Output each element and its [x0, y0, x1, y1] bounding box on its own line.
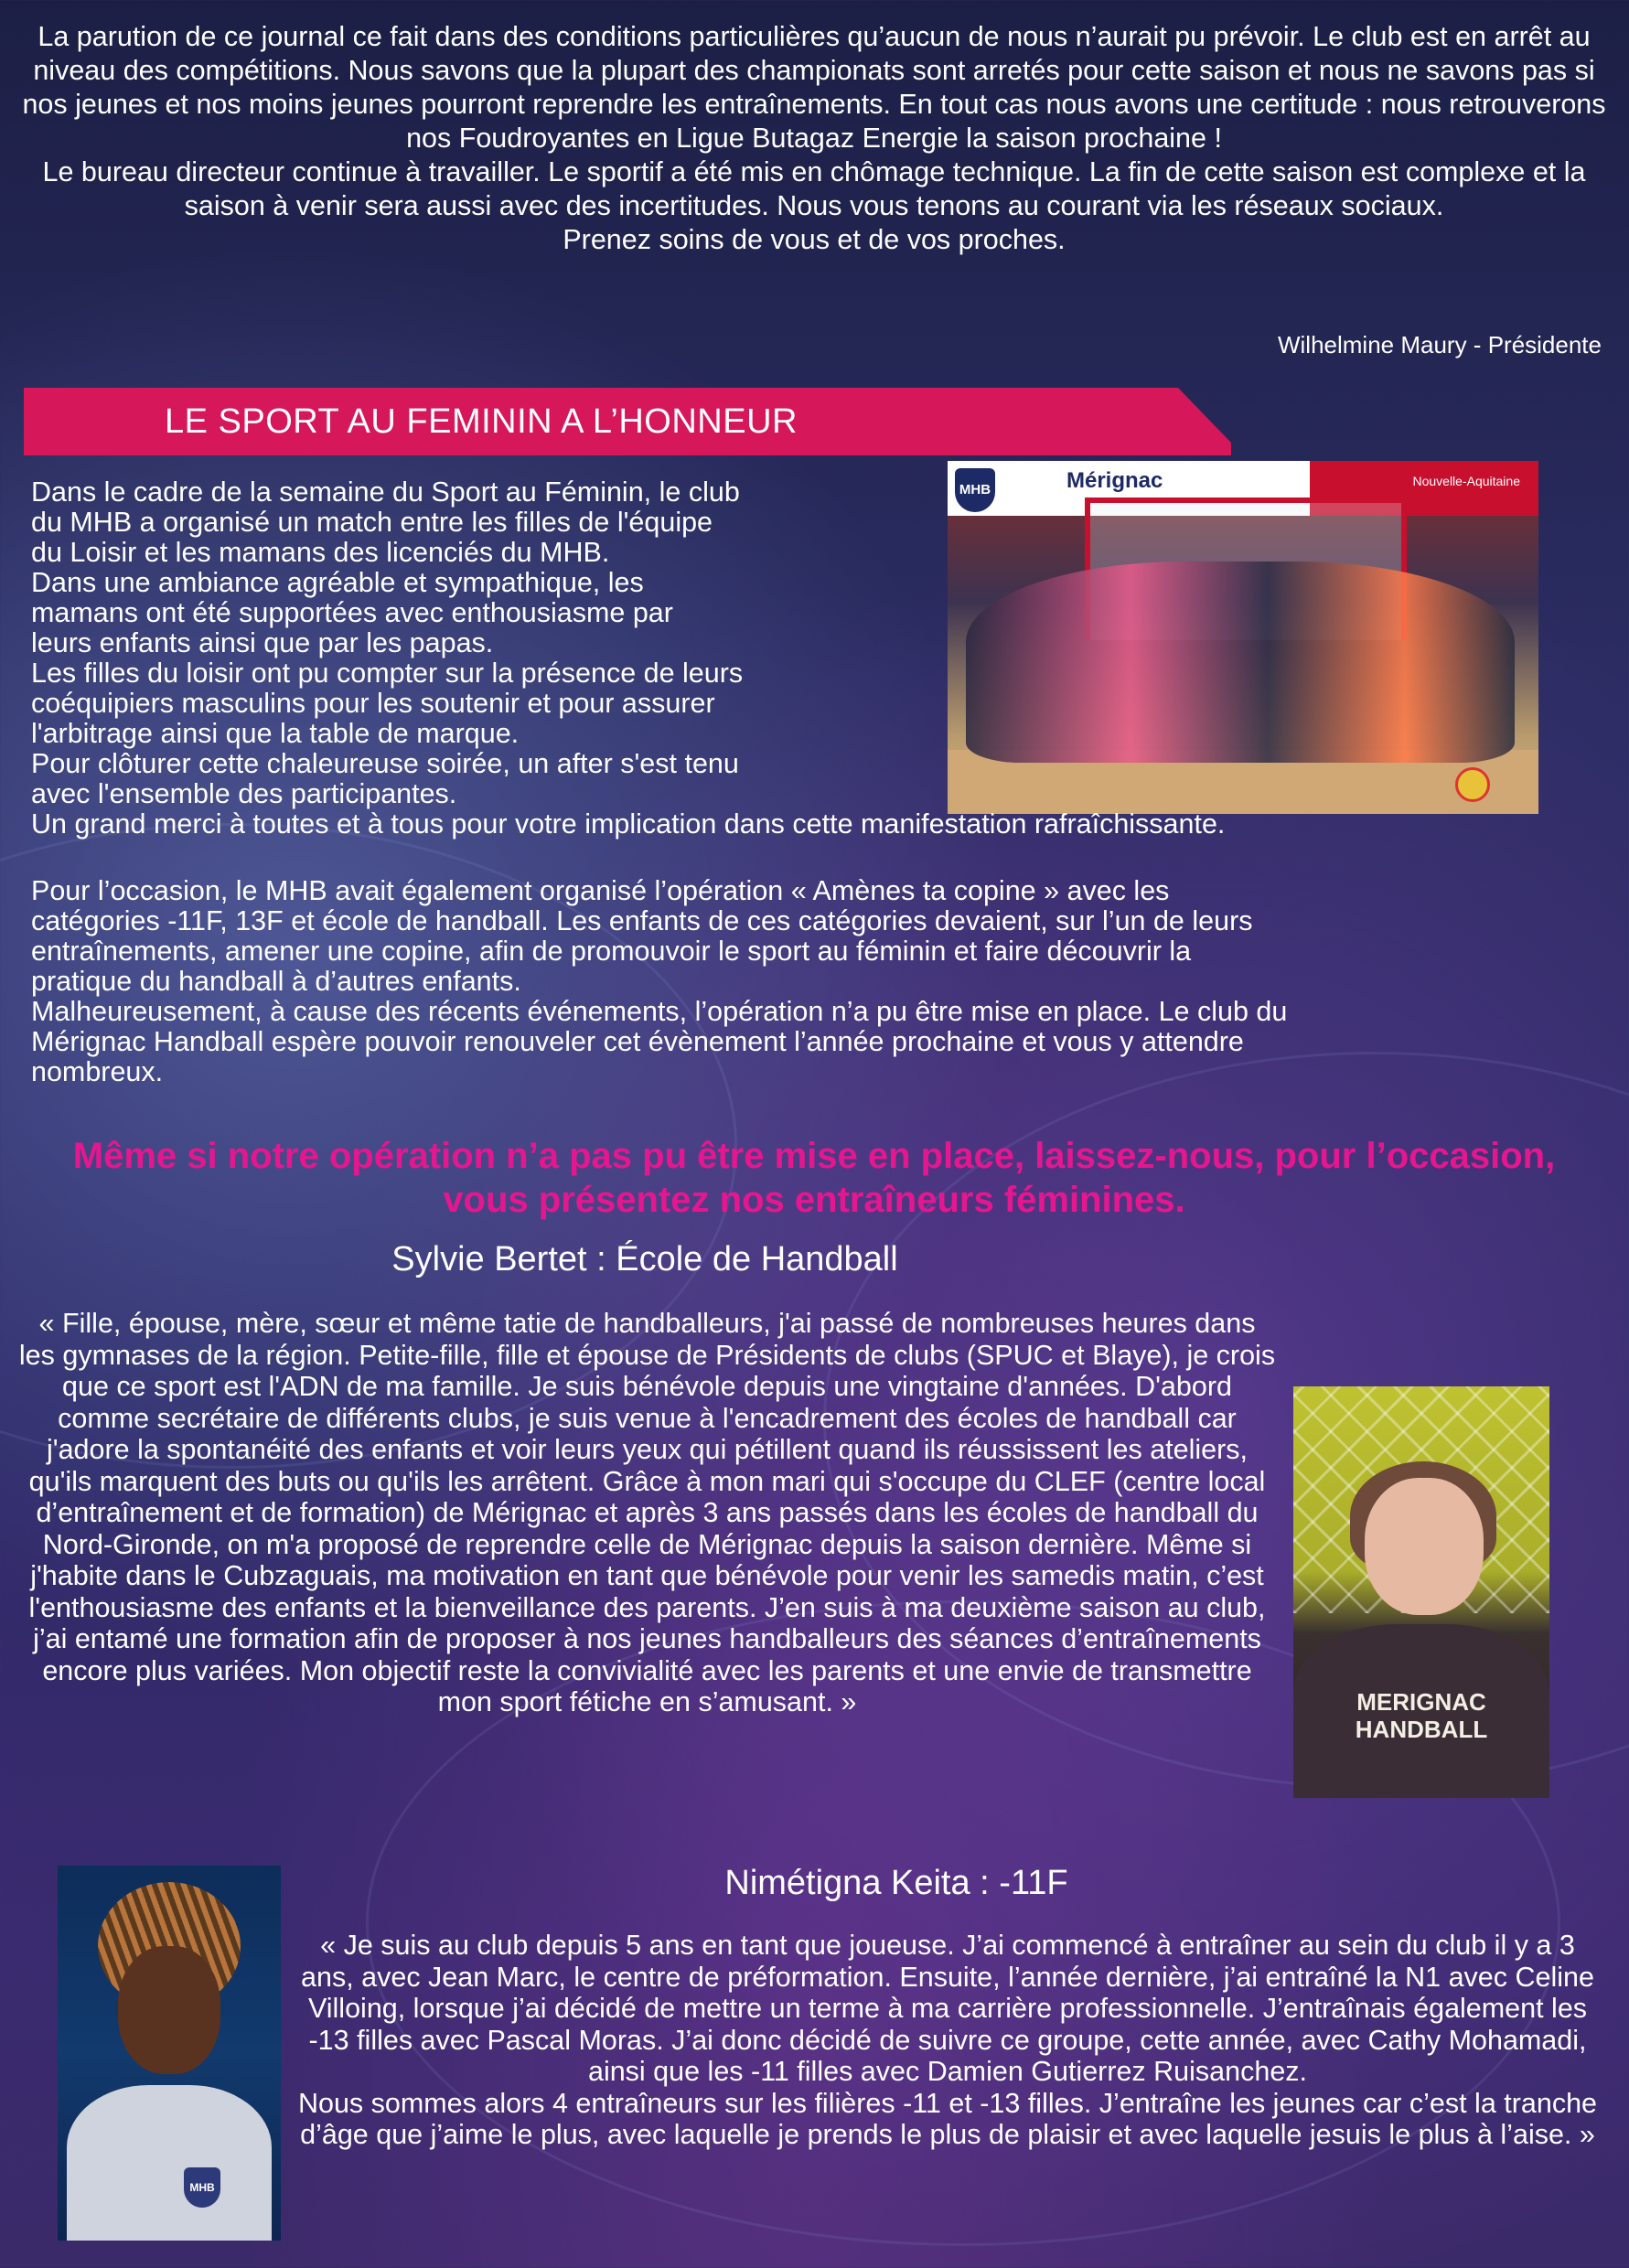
article-thanks: Un grand merci à toutes et à tous pour votre implication dans cette manifestation rafraîchissante.	[31, 808, 1226, 840]
intro-closing: Prenez soins de vous et de vos proches.	[563, 224, 1066, 255]
copine-operation-text	[31, 876, 1604, 1087]
article-line: coéquipiers masculins pour les soutenir et pour assurer	[31, 688, 715, 719]
coach-2-shirt	[67, 2085, 272, 2241]
coach-1-shirt-text	[1312, 1688, 1531, 1743]
article-line: leurs enfants ainsi que par les papas.	[31, 627, 494, 658]
copine-line: Mérignac Handball espère pouvoir renouveler cet évènement l’année prochaine et vous y attendre	[31, 1026, 1244, 1057]
coach-1-name: Sylvie Bertet : École de Handball	[391, 1240, 898, 1278]
coach-2-name: Nimétigna Keita : -11F	[724, 1864, 1068, 1902]
copine-line: pratique du handball à d’autres enfants.	[31, 966, 521, 997]
coach-2-face	[118, 1946, 220, 2074]
coach-2-quote-part-1: « Je suis au club depuis 5 ans en tant que joueuse. J’ai commencé à entraîner au sein du club il y a 3 ans, avec Jean Marc, le centre de préformation. Ensuite, l’année dernière, j’ai entraîné la N1 avec Celine Villoing, lorsque j’ai décidé de mettre un terme à ma carrière professionnelle. J’entraînais également les -13 filles avec Pascal Moras. J’ai donc décidé de suivre ce groupe, cette année, avec Cathy Mohamadi, ainsi que les -11 filles avec Damien Gutierrez Ruisanchez.	[301, 1930, 1594, 2087]
highlight-heading: Même si notre opération n’a pas pu être mise en place, laissez-nous, pour l’occasion, vous présentez nos entraîneurs féminines.	[72, 1136, 1556, 1220]
copine-line: nombreux.	[31, 1056, 164, 1087]
photo-region-text: Nouvelle-Aquitaine	[1412, 474, 1520, 488]
article-line: Les filles du loisir ont pu compter sur la présence de leurs	[31, 658, 744, 689]
article-line: Pour clôturer cette chaleureuse soirée, un after s'est tenu	[31, 748, 739, 779]
article-line: Dans une ambiance agréable et sympathique, les	[31, 567, 644, 598]
coach-1-quote: « Fille, épouse, mère, sœur et même tatie de handballeurs, j'ai passé de nombreuses heures dans les gymnases de la région. Petite-fille, fille et épouse de Présidents de clubs (SPUC et Blaye), je crois que ce sport est l'ADN de ma famille. Je suis bénévole depuis une vingtaine d'années. D'abord comme secrétaire de différents clubs, je suis venue à l'encadrement des écoles de handball car j'adore la spontanéité des enfants et voir leurs yeux qui pétillent quand ils réussissent les ateliers, qu'ils marquent des buts ou qu'ils les arrêtent. Grâce à mon mari qui s'occupe du CLEF (centre local d’entraînement et de formation) de Mérignac et après 3 ans passés dans les écoles de handball du Nord-Gironde, on m'a proposé de reprendre celle de Mérignac depuis la saison dernière. Même si j'habite dans le Cubzaguais, ma motivation en tant que bénévole pour venir les samedis matin, c’est l'enthousiasme des enfants et la bienveillance des parents. J’en suis à ma deuxième saison au club, j’ai entamé une formation afin de proposer à nos jeunes handballeurs des séances d’entraînements encore plus variées. Mon objectif reste la convivialité avec les parents et une envie de transmettre mon sport fétiche en s’amusant. »	[18, 1308, 1276, 1717]
article-line: du Loisir et les mamans des licenciés du MHB.	[31, 537, 610, 568]
section-banner	[24, 388, 1231, 455]
article-line: l'arbitrage ainsi que la table de marque.	[31, 718, 520, 749]
copine-line: entraînements, amener une copine, afin de promouvoir le sport au féminin et faire découvrir la	[31, 936, 1192, 967]
shirt-line-1: MERIGNAC	[1356, 1688, 1486, 1716]
group-of-players	[966, 562, 1515, 763]
article-line: Dans le cadre de la semaine du Sport au Féminin, le club	[31, 476, 740, 508]
article-line: du MHB a organisé un match entre les filles de l'équipe	[31, 507, 713, 538]
mhb-logo: MHB	[955, 468, 995, 512]
shirt-line-2: HANDBALL	[1355, 1716, 1488, 1743]
article-line: avec l'ensemble des participantes.	[31, 778, 457, 809]
coach-1-face	[1365, 1478, 1484, 1615]
coach-1-photo	[1293, 1386, 1549, 1798]
team-photo	[948, 461, 1538, 814]
article-text	[31, 477, 946, 809]
coach-2-quote	[291, 1930, 1604, 2151]
handball-ball	[1455, 767, 1490, 802]
intro-paragraph: La parution de ce journal ce fait dans des conditions particulières qu’aucun de nous n’aurait pu prévoir. Le club est en arrêt au niveau des compétitions. Nous savons que la plupart des championats sont arretés pour cette saison et nous ne savons pas si nos jeunes et nos moins jeunes pourront reprendre les entraînements. En tout cas nous avons une certitude : nous retrouverons nos Foudroyantes en Ligue Butagaz Energie la saison prochaine !	[22, 21, 1606, 154]
signature: Wilhelmine Maury - Présidente	[1277, 331, 1602, 358]
article-line: mamans ont été supportées avec enthousiasme par	[31, 597, 673, 628]
coach-2-quote-part-2: Nous sommes alors 4 entraîneurs sur les filières -11 et -13 filles. J’entraîne les jeunes car c’est la tranche d’âge que j’aime le plus, avec laquelle je prends le plus de plaisir et avec laquelle jesuis le plus à l’aise. »	[297, 2087, 1597, 2150]
copine-line: Malheureusement, à cause des récents événements, l’opération n’a pu être mise en place. Le club du	[31, 996, 1288, 1027]
coach-2-shirt-badge: MHB	[184, 2167, 220, 2208]
copine-line: catégories -11F, 13F et école de handball. Les enfants de ces catégories devaient, sur l’un de leurs	[31, 905, 1253, 936]
president-message	[18, 20, 1610, 257]
section-title: LE SPORT AU FEMININ A L’HONNEUR	[165, 402, 798, 441]
photo-brand-text: Mérignac	[1066, 468, 1163, 493]
coach-2-photo	[58, 1866, 281, 2241]
copine-line: Pour l’occasion, le MHB avait également organisé l’opération « Amènes ta copine » avec les	[31, 875, 1170, 906]
intro-paragraph-2: Le bureau directeur continue à travailler. Le sportif a été mis en chômage technique. La fin de cette saison est complexe et la saison à venir sera aussi avec des incertitudes. Nous vous tenons au courant via les réseaux sociaux.	[42, 156, 1586, 221]
